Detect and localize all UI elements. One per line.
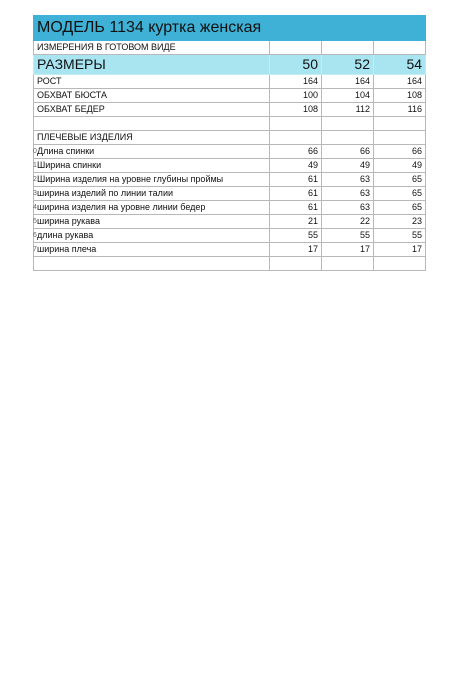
row-label: ширина плеча xyxy=(34,243,270,257)
measurement-value: 104 xyxy=(322,89,374,103)
measurements-subtitle: ИЗМЕРЕНИЯ В ГОТОВОМ ВИДЕ xyxy=(34,41,270,55)
measurement-value: 63 xyxy=(322,173,374,187)
row-label: Ширина спинки xyxy=(34,159,270,173)
measurement-value: 17 xyxy=(270,243,322,257)
measurement-value xyxy=(270,257,322,271)
row-label: Ширина изделия на уровне глубины проймы xyxy=(34,173,270,187)
garment-measure-row xyxy=(34,229,426,243)
section-row xyxy=(34,131,426,145)
model-title: МОДЕЛЬ 1134 куртка женская xyxy=(34,16,426,41)
measurement-value: 65 xyxy=(374,187,426,201)
measurement-value xyxy=(322,257,374,271)
garment-measure-row xyxy=(34,243,426,257)
measurement-value: 55 xyxy=(374,229,426,243)
row-label: ОБХВАТ БЕДЕР xyxy=(34,103,270,117)
measurement-value: 17 xyxy=(322,243,374,257)
garment-measure-row xyxy=(34,173,426,187)
row-label xyxy=(34,257,270,271)
sizes-label: РАЗМЕРЫ xyxy=(34,55,270,75)
measurement-value xyxy=(374,131,426,145)
measurement-value: 61 xyxy=(270,201,322,215)
garment-measure-row xyxy=(34,215,426,229)
subtitle-row xyxy=(34,41,426,55)
measurement-value xyxy=(270,131,322,145)
measurement-value: 65 xyxy=(374,173,426,187)
garment-measure-row xyxy=(34,159,426,173)
title-row xyxy=(34,16,426,41)
size-chart-table xyxy=(33,15,426,271)
measurement-value: 22 xyxy=(322,215,374,229)
measurement-value: 49 xyxy=(374,159,426,173)
size-header: 54 xyxy=(374,55,426,75)
measurement-value: 108 xyxy=(374,89,426,103)
row-mark: 3 xyxy=(33,189,37,197)
spacer-row xyxy=(34,117,426,131)
row-label: ширина изделия на уровне линии бедер xyxy=(34,201,270,215)
size-header: 50 xyxy=(270,55,322,75)
measurement-value: 61 xyxy=(270,173,322,187)
row-mark: 6 xyxy=(33,231,37,239)
row-mark: 0 xyxy=(33,147,37,155)
measurement-value xyxy=(322,117,374,131)
measurement-value: 112 xyxy=(322,103,374,117)
sizes-header-row xyxy=(34,55,426,75)
size-header: 52 xyxy=(322,55,374,75)
measurement-value: 55 xyxy=(270,229,322,243)
measurement-value: 66 xyxy=(270,145,322,159)
measurement-value: 63 xyxy=(322,187,374,201)
row-mark: 5 xyxy=(33,217,37,225)
row-mark: 1 xyxy=(33,161,37,169)
measurement-value: 61 xyxy=(270,187,322,201)
measurement-value: 49 xyxy=(270,159,322,173)
measurement-value: 108 xyxy=(270,103,322,117)
measurement-value: 23 xyxy=(374,215,426,229)
row-mark: 7 xyxy=(33,245,37,253)
row-label: РОСТ xyxy=(34,75,270,89)
measurement-value: 164 xyxy=(270,75,322,89)
measurement-value: 100 xyxy=(270,89,322,103)
body-measure-row xyxy=(34,103,426,117)
garment-measure-row xyxy=(34,187,426,201)
measurement-value xyxy=(270,117,322,131)
garment-measure-row xyxy=(34,145,426,159)
garment-measure-row xyxy=(34,201,426,215)
row-label: длина рукава xyxy=(34,229,270,243)
measurement-value: 66 xyxy=(374,145,426,159)
measurement-value: 21 xyxy=(270,215,322,229)
measurement-value: 164 xyxy=(374,75,426,89)
row-label: ширина рукава xyxy=(34,215,270,229)
row-mark: 2 xyxy=(33,175,37,183)
measurement-value xyxy=(374,117,426,131)
measurement-value: 65 xyxy=(374,201,426,215)
empty-row xyxy=(34,257,426,271)
row-mark: 4 xyxy=(33,203,37,211)
measurement-sheet xyxy=(33,15,426,271)
measurement-value xyxy=(322,131,374,145)
measurement-value: 17 xyxy=(374,243,426,257)
measurement-value: 66 xyxy=(322,145,374,159)
measurement-value: 55 xyxy=(322,229,374,243)
measurement-value: 116 xyxy=(374,103,426,117)
measurement-value: 63 xyxy=(322,201,374,215)
row-label xyxy=(34,117,270,131)
measurement-value: 164 xyxy=(322,75,374,89)
row-label: ПЛЕЧЕВЫЕ ИЗДЕЛИЯ xyxy=(34,131,270,145)
body-measure-row xyxy=(34,89,426,103)
measurement-value xyxy=(374,257,426,271)
row-label: Длина спинки xyxy=(34,145,270,159)
row-label: ширина изделий по линии талии xyxy=(34,187,270,201)
measurement-value: 49 xyxy=(322,159,374,173)
body-measure-row xyxy=(34,75,426,89)
row-label: ОБХВАТ БЮСТА xyxy=(34,89,270,103)
